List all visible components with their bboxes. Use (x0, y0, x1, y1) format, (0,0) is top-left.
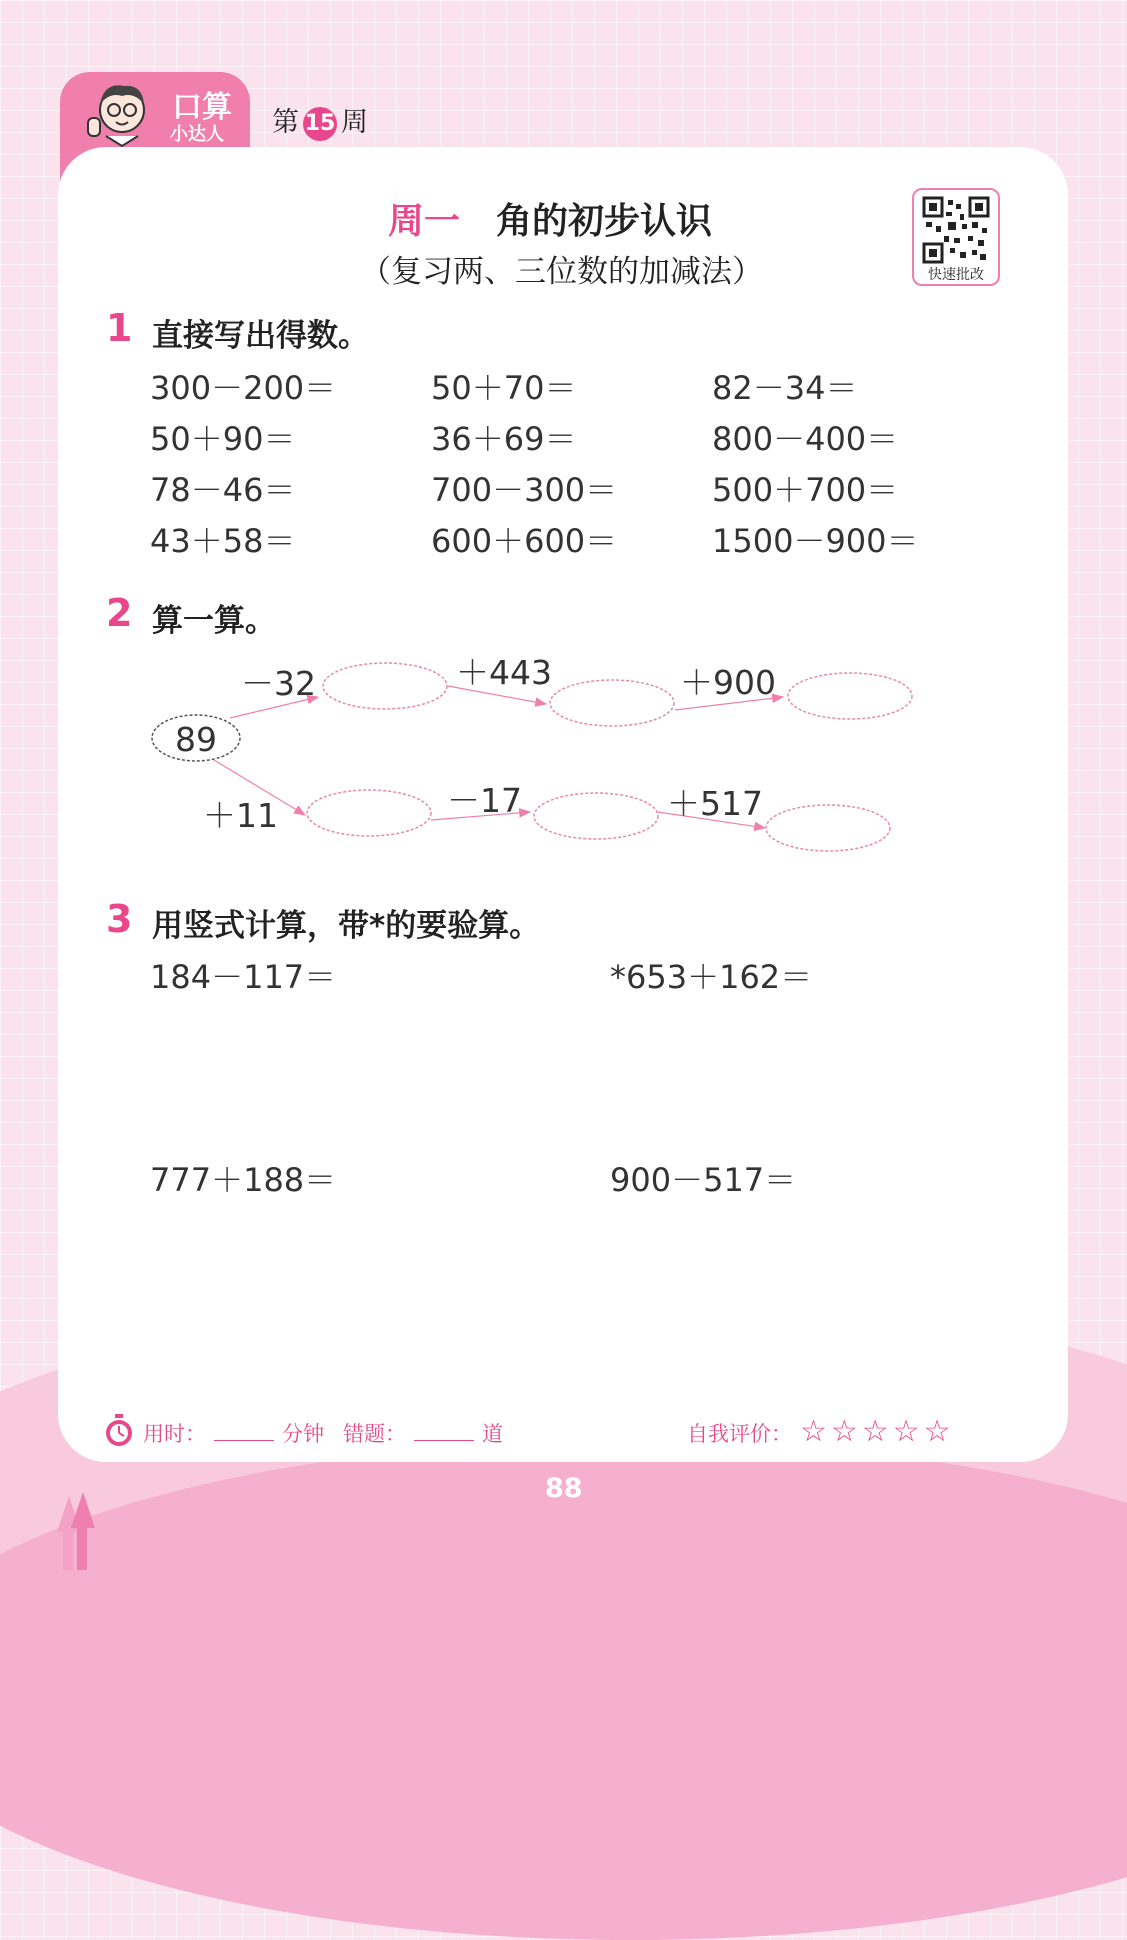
rating-stars[interactable]: ☆☆☆☆☆ (800, 1414, 955, 1449)
equation: 43＋58＝ (150, 522, 296, 560)
lesson-day: 周一 (388, 201, 461, 242)
week-number: 15 (303, 107, 337, 141)
answer-oval (766, 805, 890, 851)
time-label: 用时： (143, 1422, 206, 1446)
page-number: 88 (545, 1473, 583, 1504)
operation-label: －17 (447, 781, 522, 820)
background-hill-front (0, 1440, 1127, 1940)
equation: 777＋188＝ (150, 1161, 337, 1199)
equation: 500＋700＝ (712, 471, 899, 509)
answer-oval (323, 663, 447, 709)
section3-number: 3 (106, 897, 133, 941)
equation: 36＋69＝ (431, 420, 577, 458)
equation: 184－117＝ (150, 958, 337, 996)
time-blank[interactable] (214, 1440, 274, 1441)
answer-oval (550, 680, 674, 726)
equation: 1500－900＝ (712, 522, 919, 560)
operation-label: ＋900 (680, 663, 776, 702)
time-field (143, 1418, 324, 1448)
equation: 300－200＝ (150, 369, 337, 407)
errors-label: 错题： (343, 1422, 406, 1446)
section1-title: 直接写出得数。 (152, 318, 369, 354)
errors-field (343, 1418, 503, 1448)
section2-title: 算一算。 (152, 603, 276, 639)
equation: 600＋600＝ (431, 522, 618, 560)
equation: 800－400＝ (712, 420, 899, 458)
operation-label: ＋443 (456, 653, 552, 692)
answer-oval (534, 793, 658, 839)
equation: 900－517＝ (610, 1161, 797, 1199)
week-suffix: 周 (341, 107, 368, 138)
start-number: 89 (175, 720, 217, 759)
equation: *653＋162＝ (610, 958, 813, 996)
answer-oval (307, 790, 431, 836)
section1-number: 1 (106, 306, 133, 350)
qr-caption: 快速批改 (928, 267, 984, 283)
equation: 50＋70＝ (431, 369, 577, 407)
equation: 50＋90＝ (150, 420, 296, 458)
section3-title: 用竖式计算，带*的要验算。 (152, 908, 541, 944)
equation: 78－46＝ (150, 471, 296, 509)
badge-subtitle: 小达人 (170, 124, 224, 145)
badge-title: 口算 (172, 90, 232, 125)
errors-unit: 道 (482, 1422, 503, 1446)
self-eval-label: 自我评价： (687, 1422, 792, 1446)
operation-label: ＋517 (667, 784, 763, 823)
errors-blank[interactable] (414, 1440, 474, 1441)
lesson-topic: 角的初步认识 (496, 201, 713, 242)
equation: 82－34＝ (712, 369, 858, 407)
lesson-subtitle: （复习两、三位数的加减法） (360, 254, 763, 290)
stopwatch-icon (104, 1414, 134, 1448)
equation: 700－300＝ (431, 471, 618, 509)
week-prefix: 第 (272, 107, 299, 138)
time-unit: 分钟 (282, 1422, 324, 1446)
pencil-decoration-icon (55, 1490, 99, 1570)
answer-oval (788, 673, 912, 719)
operation-label: －32 (241, 664, 316, 703)
operation-label: ＋11 (203, 796, 278, 835)
calc-chain-diagram (0, 0, 1127, 900)
section2-number: 2 (106, 591, 133, 635)
